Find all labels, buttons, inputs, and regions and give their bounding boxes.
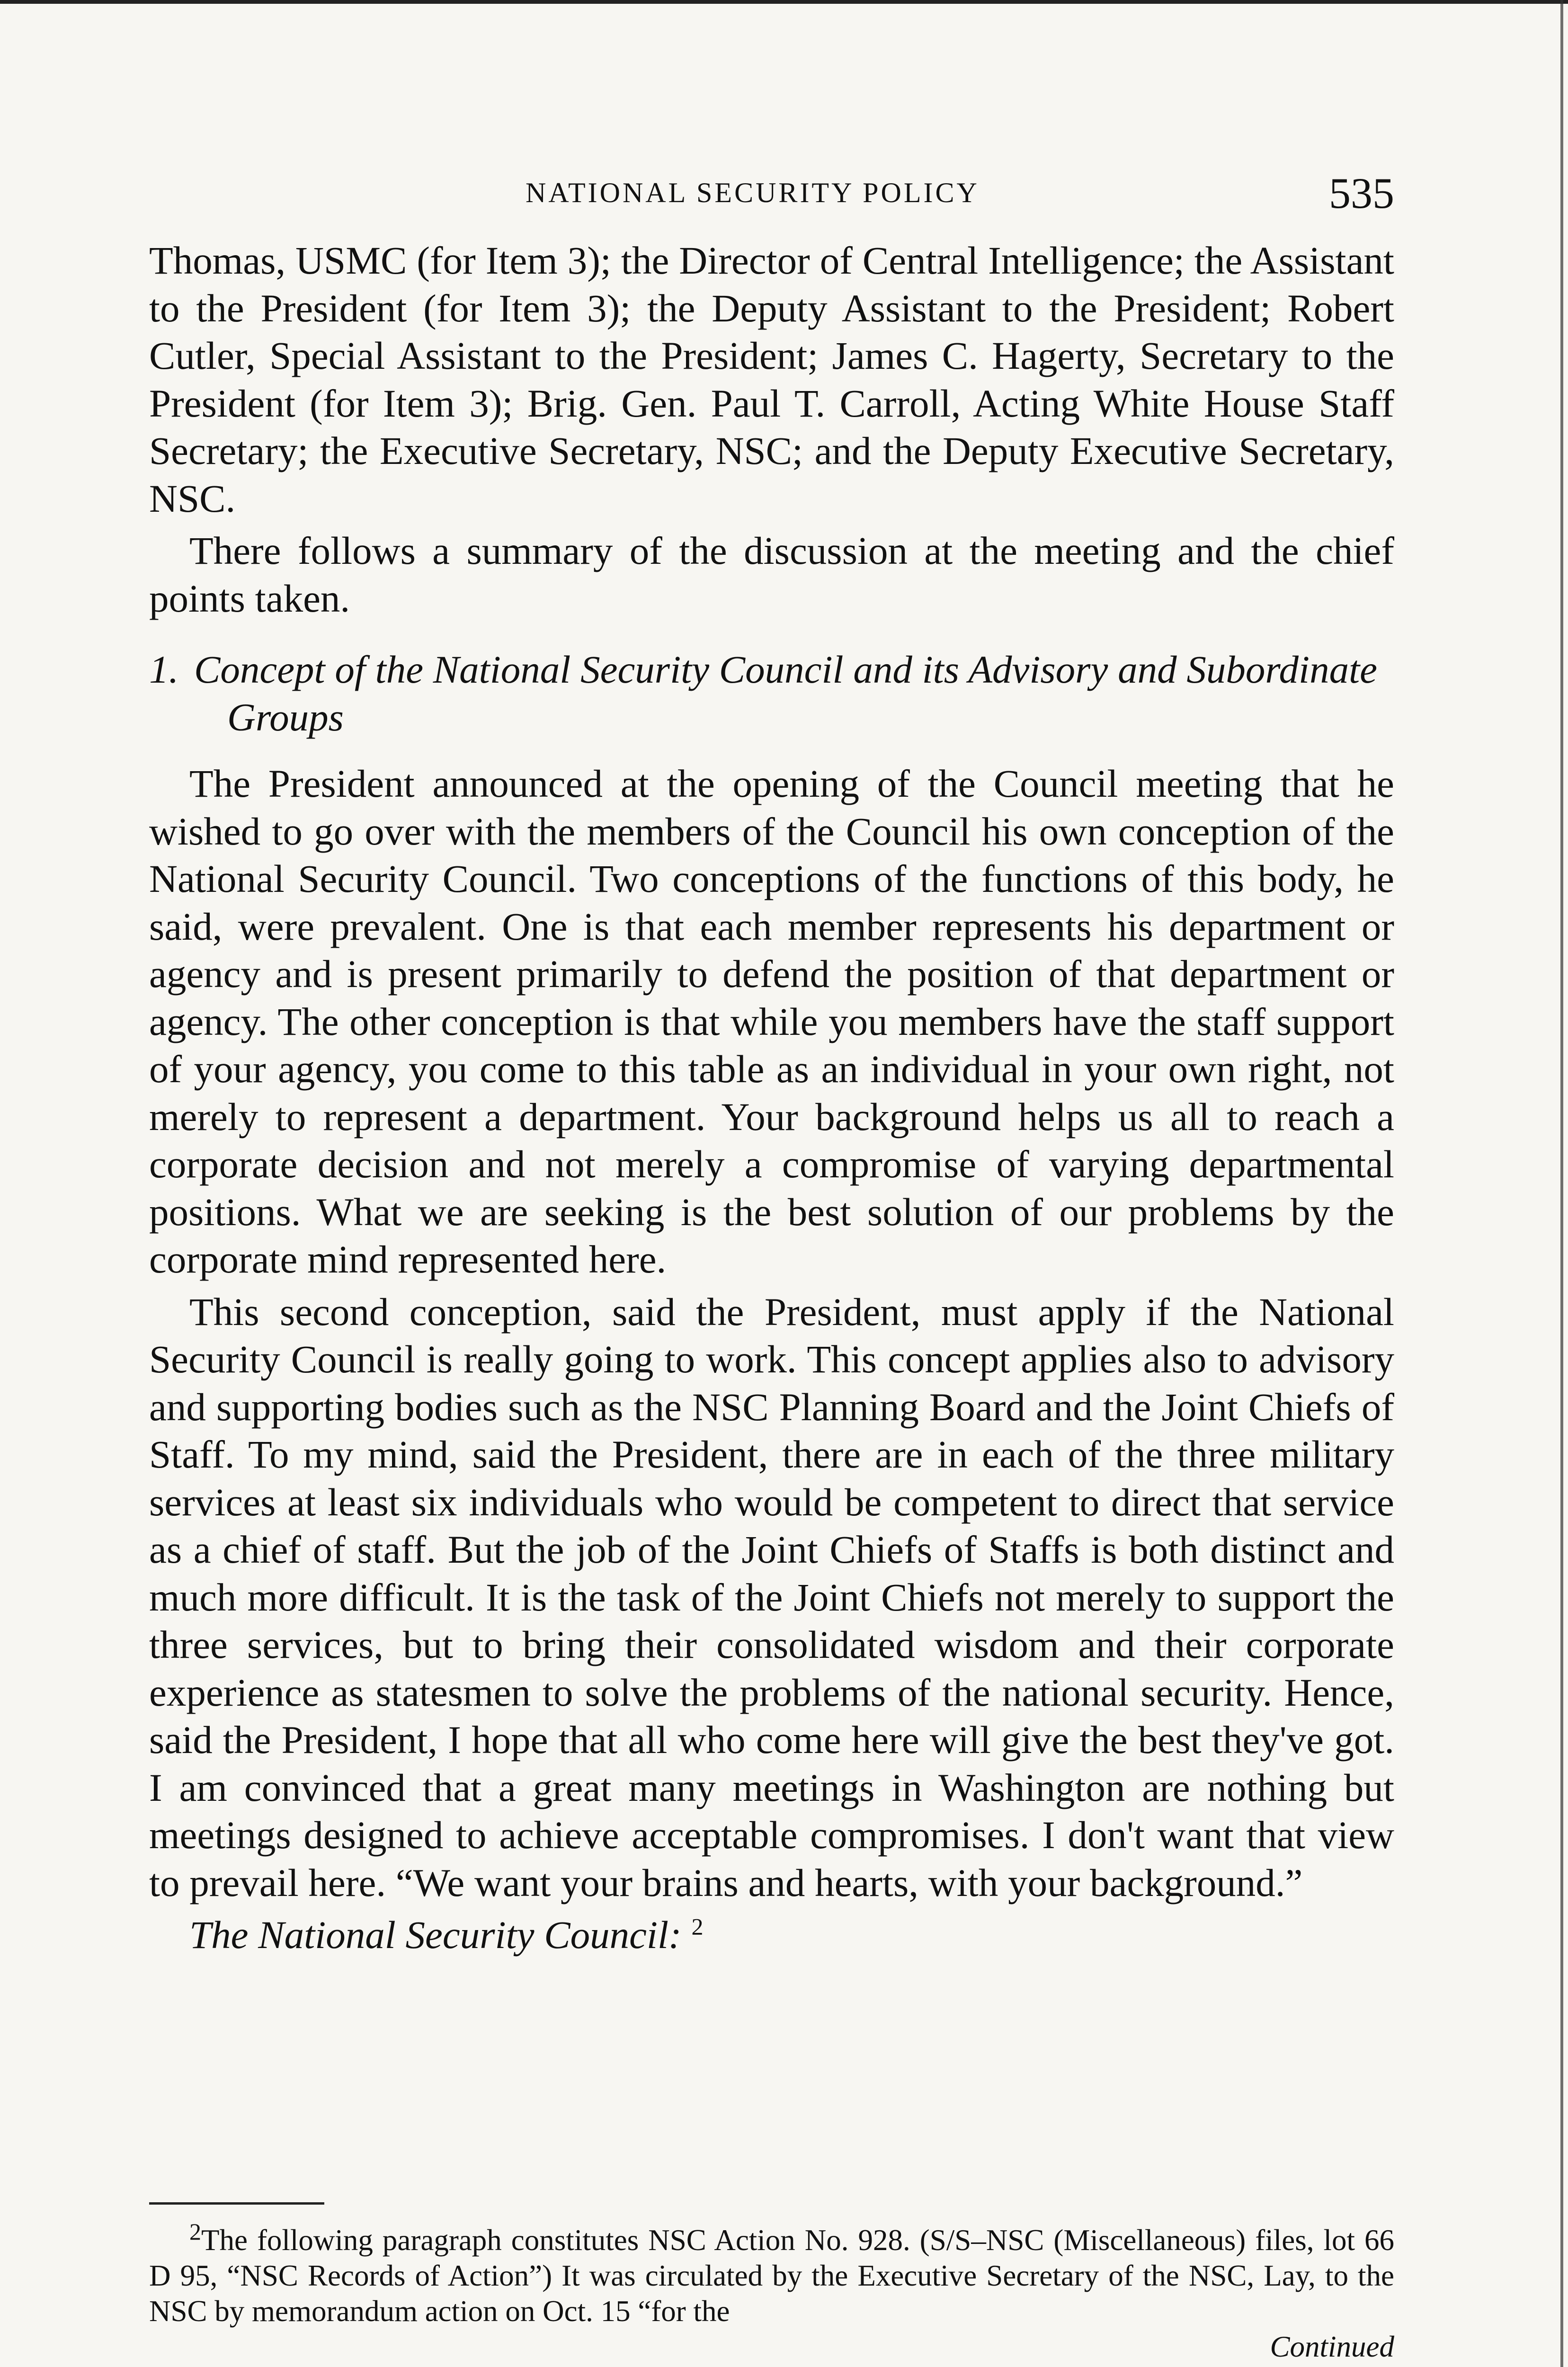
paragraph-attendees: Thomas, USMC (for Item 3); the Director of Central Intelligence; the Assistant to the President (for Item 3); the Deputy Assistant to the President; Robert Cutler, Special Assistant to the President; James C. Hagerty, Secretary to the President (for Item 3); Brig. Gen. Paul T. Carroll, Acting White House Staff Secretary; the Executive Secretary, NSC; and the Deputy Executive Secretary, NSC. <box>149 239 1394 520</box>
paragraph-president-conception: The President announced at the opening of the Council meeting that he wished to go over with the members of the Council his own conception of the National Security Council. Two conceptions of the functions of this body, he said, were prevalent. One is that each member represents his department or agency and is present primarily to defend the position of that department or agency. The other conception is that while you members have the staff support of your agency, you come to this table as an individual in your own right, not merely to represent a department. Your background helps us all to reach a corporate decision and not merely a compromise of varying departmental positions. What we are seeking is the best solution of our problems by the corporate mind represented here. <box>149 762 1394 1281</box>
top-border-rule <box>0 0 1568 4</box>
paragraph-second-conception: This second conception, said the President, must apply if the National Security Council is really going to work. This concept applies also to advisory and supporting bodies such as the NSC Planning Board and the Joint Chiefs of Staff. To my mind, said the President, there are in each of the three military services at least six individuals who would be competent to direct that service as a chief of staff. But the job of the Joint Chiefs of Staffs is both distinct and much more difficult. It is the task of the Joint Chiefs not merely to support the three services, but to bring their consolidated wisdom and their corporate experience as statesmen to solve the problems of the national security. Hence, said the President, I hope that all who come here will give the best they've got. I am convinced that a great many meetings in Washington are nothing but meetings designed to achieve acceptable compromises. I don't want that view to prevail here. “We want your brains and hearts, with your background.” <box>149 1290 1394 1904</box>
page-edge-shadow <box>1560 0 1563 2367</box>
main-text <box>149 237 1394 1959</box>
section-heading <box>149 646 1394 741</box>
footnote <box>149 2218 1394 2365</box>
footnote-rule <box>149 2202 324 2205</box>
subsection-title: The National Security Council: <box>189 1913 682 1957</box>
footnote-text <box>149 2218 1394 2329</box>
subsection-heading <box>149 1911 1394 1959</box>
footnote-body: The following paragraph constitutes NSC Action No. 928. (S/S–NSC (Miscellaneous) files, lot 66 D 95, “NSC Records of Action”) It was circulated by the Executive Secretary of the NSC, Lay, to the NSC by memorandum action on Oct. 15 “for the <box>149 2224 1394 2328</box>
continued-label: Continued <box>1270 2330 1394 2363</box>
section-title: Concept of the National Security Council and its Advisory and Subordinate Groups <box>194 648 1377 739</box>
page-number: 535 <box>1329 169 1394 217</box>
page-header <box>149 168 1394 220</box>
running-head: NATIONAL SECURITY POLICY <box>526 177 980 208</box>
footnote-reference: 2 <box>691 1913 704 1940</box>
footnote-marker: 2 <box>189 2218 201 2245</box>
paragraph-summary-intro: There follows a summary of the discussion at the meeting and the chief points taken. <box>149 529 1394 620</box>
section-number: 1. <box>149 648 179 691</box>
